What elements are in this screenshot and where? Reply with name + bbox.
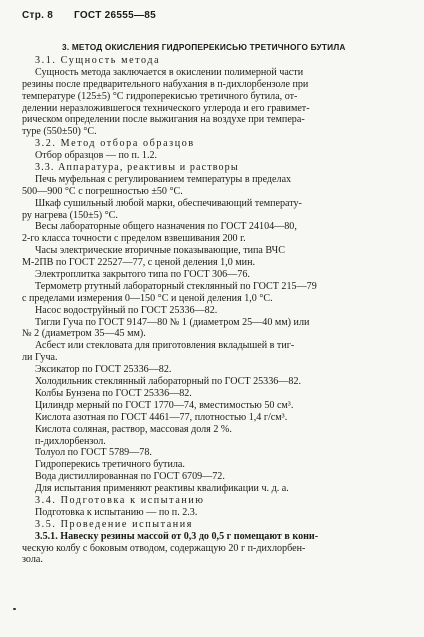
paragraph-line: Толуол по ГОСТ 5789—78. [35, 447, 152, 459]
paragraph-line: зола. [22, 554, 43, 566]
paragraph-line: Термометр ртутный лабораторный стеклянный по ГОСТ 215—79 [35, 280, 317, 292]
page-number: Стр. 8 [22, 10, 54, 21]
paragraph-line: Кислота соляная, раствор, массовая доля 2 %. [35, 423, 232, 435]
paragraph-line: с пределами измерения 0—150 °С и ценой деления 1,0 °С. [22, 292, 273, 304]
paragraph-line: Асбест или стекловата для приготовления вкладышей в тиг- [35, 340, 295, 352]
paragraph-line: Гидроперекись третичного бутила. [35, 459, 185, 471]
paragraph-line: Электроплитка закрытого типа по ГОСТ 306—76. [35, 269, 250, 281]
paragraph-line: № 2 (диаметром 35—45 мм). [22, 328, 146, 340]
paragraph-line: Холодильник стеклянный лабораторный по ГОСТ 25336—82. [35, 376, 302, 388]
page-header [22, 10, 402, 24]
paragraph-line: Подготовка к испытанию — по п. 2.3. [35, 506, 198, 518]
paragraph-line: Часы электрические вторичные показывающие, типа ВЧС [35, 245, 285, 257]
paragraph-line: Печь муфельная с регулированием температуры в пределах [35, 173, 292, 185]
paragraph-line: Цилиндр мерный по ГОСТ 1770—74, вместимостью 50 см³. [35, 399, 294, 411]
paragraph-line: 2-го класса точности с пределом взвешивания 200 г. [22, 233, 246, 245]
paragraph-line: Насос водоструйный по ГОСТ 25336—82. [35, 304, 218, 316]
paragraph-line: Весы лабораторные общего назначения по ГОСТ 24104—80, [35, 221, 297, 233]
document-body [22, 55, 390, 566]
paragraph-line: ческую колбу с боковым отводом, содержащую 20 г п-дихлорбен- [22, 542, 306, 554]
paragraph-line: температуре (125±5) °С гидроперекисью третичного бутила, от- [22, 90, 298, 102]
subsection-heading: 3.5. Проведение испытания [35, 518, 194, 530]
paragraph-line: Эксикатор по ГОСТ 25336—82. [35, 364, 172, 376]
paragraph-line: Шкаф сушильный любой марки, обеспечивающий температу- [35, 197, 302, 209]
paragraph-line: п-дихлорбензол. [35, 435, 106, 447]
paragraph-line: резины после предварительного набухания в п-дихлорбензоле при [22, 78, 309, 90]
paragraph-line: ли Гуча. [22, 352, 58, 364]
paragraph-line: Кислота азотная по ГОСТ 4461—77, плотностью 1,4 г/см³. [35, 411, 288, 423]
paragraph-line: 500—900 °С с погрешностью ±50 °С. [22, 185, 183, 197]
subsection-heading: 3.1. Сущность метода [35, 55, 161, 66]
subsection-heading: 3.2. Метод отбора образцов [35, 138, 195, 150]
paragraph-line: Отбор образцов — по п. 1.2. [35, 150, 158, 162]
paragraph-line: М-2ПВ по ГОСТ 22527—77, с ценой деления 1,0 мин. [22, 257, 256, 269]
paragraph-line: рическом определении после выжигания на воздухе при темпера- [22, 114, 305, 126]
scan-speck [13, 608, 16, 610]
paragraph-line: ру нагрева (150±5) °С. [22, 209, 118, 221]
subsection-heading: 3.3. Аппаратура, реактивы и растворы [35, 162, 239, 174]
paragraph-line: 3.5.1. Навеску резины массой от 0,3 до 0,5 г помещают в кони- [35, 530, 319, 542]
paragraph-line: туре (550±50) °С. [22, 126, 97, 138]
section-title: 3. МЕТОД ОКИСЛЕНИЯ ГИДРОПЕРЕКИСЬЮ ТРЕТИЧНОГО БУТИЛА [62, 42, 346, 52]
paragraph-line: Для испытания применяют реактивы квалификации ч. д. а. [35, 483, 289, 495]
paragraph-line: Вода дистиллированная по ГОСТ 6709—72. [35, 471, 225, 483]
standard-number: ГОСТ 26555—85 [74, 10, 157, 21]
subsection-heading: 3.4. Подготовка к испытанию [35, 494, 205, 506]
paragraph-line: Тигли Гуча по ГОСТ 9147—80 № 1 (диаметром 25—40 мм) или [35, 316, 310, 328]
paragraph-line: Колбы Бунзена по ГОСТ 25336—82. [35, 387, 192, 399]
paragraph-line: Сущность метода заключается в окислении полимерной части [35, 66, 304, 78]
paragraph-line: делении неразложившегося технического углерода и его гравимет- [22, 102, 310, 114]
